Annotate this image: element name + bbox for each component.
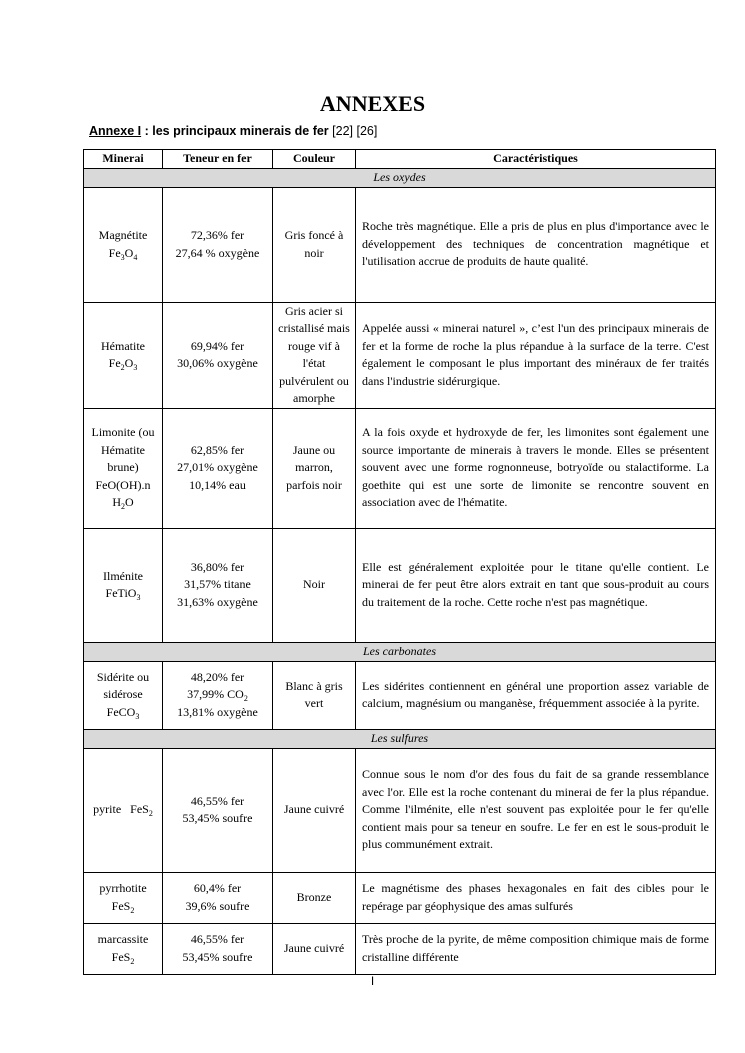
mineral-formula: FeTiO$_3$ [105, 586, 141, 602]
mineral-formula: $Fe_3O_4$ [108, 245, 138, 262]
table-row [84, 528, 716, 642]
mineral-formula: FeO(OH).n $H_2O$ [95, 477, 151, 512]
section-row-carbonates [84, 642, 716, 661]
color-cell: Gris acier si cristallisé mais rouge vif à l'état pulvérulent ou amorphe [273, 302, 356, 408]
annex-caption: : les principaux minerais de fer [141, 124, 329, 138]
description-cell: A la fois oxyde et hydroxyde de fer, les limonites sont également une source importante de minerais à travers le monde. Elles se présentent souvent avec une forme rognonneuse, botryoïde ou stalactiforme. La goethite qui est une sorte de limonite se rencontre souvent en association avec de l'hématite. [356, 408, 716, 528]
mineral-name-cell [84, 408, 163, 528]
color-cell: Gris foncé à noir [273, 187, 356, 302]
minerals-table [83, 149, 716, 975]
iron-content-cell: 46,55% fer 53,45% soufre [163, 748, 273, 872]
section-row-oxydes [84, 168, 716, 187]
table-row [84, 923, 716, 974]
mineral-name-cell [84, 302, 163, 408]
page-title: ANNEXES [319, 91, 426, 116]
mineral-name-cell [84, 748, 163, 872]
annex-label: Annexe I [89, 124, 142, 138]
mineral-name: Limonite (ou Hématite brune) [91, 425, 155, 475]
section-row-sulfures [84, 729, 716, 748]
table-row [84, 872, 716, 923]
table-row [84, 408, 716, 528]
description-cell: Connue sous le nom d'or des fous du fait de sa grande ressemblance avec l'or. Elle est la roche contenant du minerai de fer la plus répandue. Comme l'ilménite, elle n'est souvent pas exploitée pour le fer qu'elle contient mais pour sa teneur en soufre. Le fer en est le sous-produit le plus communément extrait. [356, 748, 716, 872]
mineral-name: Magnétite [98, 228, 148, 242]
iron-content-cell: 62,85% fer 27,01% oxygène 10,14% eau [163, 408, 273, 528]
description-cell: Roche très magnétique. Elle a pris de plus en plus d'importance avec le développement des techniques de concentration magnétique et l'utilisation accrue de produits de haute qualité. [356, 187, 716, 302]
mineral-formula: FeS$_2$ [111, 898, 135, 915]
table-header-row [84, 150, 716, 169]
color-cell: Bronze [273, 872, 356, 923]
iron-content-cell: 72,36% fer 27,64 % oxygène [163, 187, 273, 302]
table-row [84, 661, 716, 729]
page-number: I [370, 974, 375, 988]
mineral-formula: $Fe_2O_3$ [108, 356, 138, 372]
mineral-name: pyrrhotite [99, 881, 147, 895]
description-cell: Elle est généralement exploitée pour le titane qu'elle contient. Le minerai de fer peut être alors extrait en tant que sous-produit au cours du traitement de la roche. Cette roche n'est pas magnétique. [356, 528, 716, 642]
description-cell: Appelée aussi « minerai naturel », c’est l'un des principaux minerais de fer et la forme de roche la plus répandue à la surface de la terre. C'est également le composant le plus important des minéraux de fer traités dans l'industrie sidérurgique. [356, 302, 716, 408]
mineral-name-cell [84, 872, 163, 923]
table-row [84, 748, 716, 872]
iron-content-cell: 46,55% fer 53,45% soufre [163, 923, 273, 974]
header-teneur: Teneur en fer [163, 150, 273, 169]
color-cell: Jaune cuivré [273, 923, 356, 974]
annex-references: [22] [26] [328, 124, 378, 138]
description-cell: Le magnétisme des phases hexagonales en fait des cibles pour le repérage par géophysique des amas sulfurés [356, 872, 716, 923]
annex-subtitle [89, 122, 377, 140]
mineral-formula: FeCO$_3$ [106, 704, 140, 721]
mineral-name: Sidérite ou sidérose [96, 669, 150, 702]
color-cell: Jaune ou marron, parfois noir [273, 408, 356, 528]
description-cell: Très proche de la pyrite, de même composition chimique mais de forme cristalline différente [356, 923, 716, 974]
header-couleur: Couleur [273, 150, 356, 169]
mineral-name: marcassite [97, 932, 149, 946]
mineral-name-cell [84, 187, 163, 302]
header-minerai: Minerai [84, 150, 163, 169]
section-label: Les sulfures [84, 729, 716, 748]
mineral-formula: FeS$_2$ [111, 949, 135, 966]
mineral-name-cell [84, 528, 163, 642]
section-label: Les carbonates [84, 642, 716, 661]
iron-content-cell: 60,4% fer 39,6% soufre [163, 872, 273, 923]
color-cell: Blanc à gris vert [273, 661, 356, 729]
header-caracteristiques: Caractéristiques [356, 150, 716, 169]
mineral-name-cell [84, 923, 163, 974]
table-row [84, 302, 716, 408]
mineral-name: Hématite [101, 338, 145, 353]
iron-content-cell: 36,80% fer 31,57% titane 31,63% oxygène [163, 528, 273, 642]
iron-content-cell: 69,94% fer 30,06% oxygène [163, 302, 273, 408]
section-label: Les oxydes [84, 168, 716, 187]
mineral-name-cell [84, 661, 163, 729]
description-cell: Les sidérites contiennent en général une proportion assez variable de calcium, magnésium ou manganèse, fréquemment associée à la pyrite. [356, 661, 716, 729]
iron-content-cell: 48,20% fer 37,99% $CO_2$ 13,81% oxygène [163, 661, 273, 729]
color-cell: Noir [273, 528, 356, 642]
mineral-name: Ilménite [103, 568, 143, 583]
table-row [84, 187, 716, 302]
color-cell: Jaune cuivré [273, 748, 356, 872]
mineral-name: pyrite FeS$_2$ [93, 802, 153, 819]
